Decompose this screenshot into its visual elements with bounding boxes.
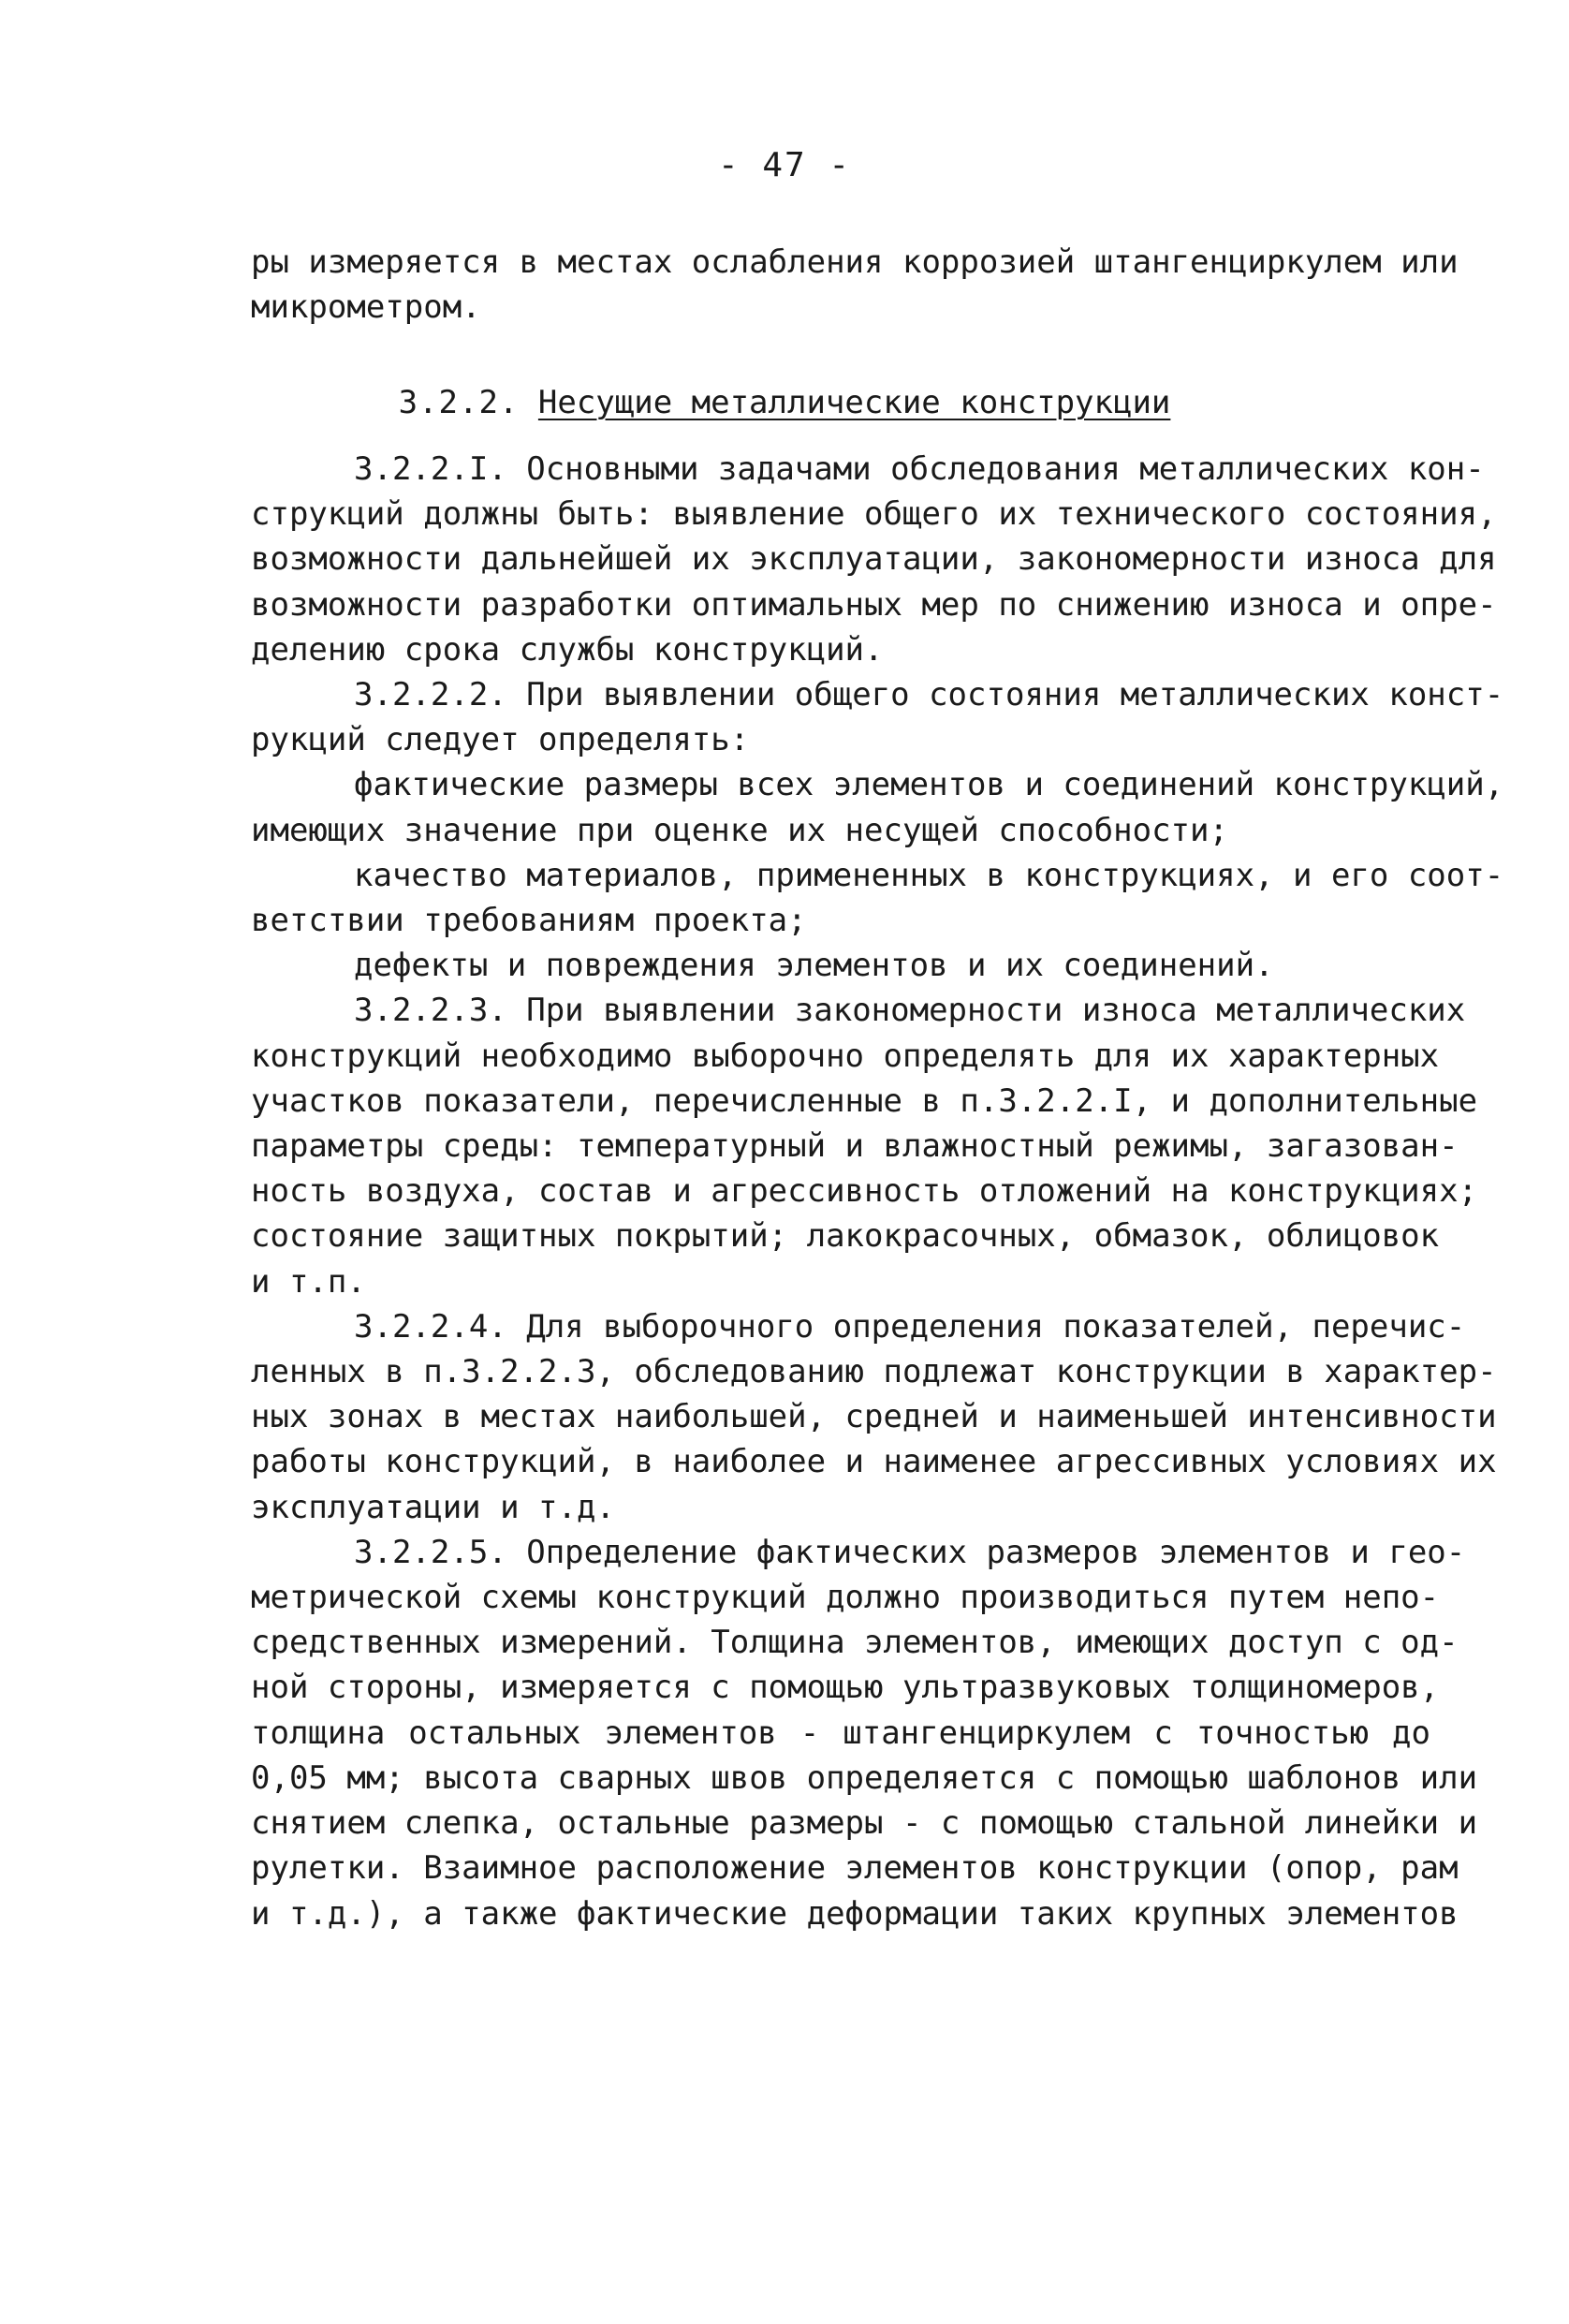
text-line: средственных измерений. Толщина элементов, имеющих доступ с од- [251, 1624, 1459, 1662]
text-line: и т.п. [251, 1262, 366, 1301]
text-line: микрометром. [251, 288, 481, 327]
text-line: струкций должны быть: выявление общего их технического состояния, [251, 495, 1497, 534]
text-line: возможности дальнейшей их эксплуатации, закономерности износа для [251, 540, 1497, 579]
page-number: - 47 - [717, 146, 852, 184]
text-line: эксплуатации и т.д. [251, 1488, 615, 1526]
text-line: 0,05 мм; высота сварных швов определяется с помощью шаблонов или [251, 1758, 1478, 1797]
text-line: ных зонах в местах наибольшей, средней и наименьшей интенсивности [251, 1398, 1497, 1436]
section-number: 3.2.2. [398, 384, 520, 421]
text-line: метрической схемы конструкций должно производиться путем непо- [251, 1579, 1440, 1617]
text-line: толщина остальных элементов - штангенциркулем с точностью до [251, 1714, 1430, 1752]
body-text [251, 447, 1504, 1936]
text-line: и т.д.), а также фактические деформации таких крупных элементов [251, 1894, 1459, 1933]
paragraph-start-line: 3.2.2.I. Основными задачами обследования металлических кон- [354, 450, 1485, 488]
text-line: конструкций необходимо выборочно определять для их характерных [251, 1037, 1440, 1075]
text-line: работы конструкций, в наиболее и наименее агрессивных условиях их [251, 1443, 1497, 1481]
paragraph-start-line: 3.2.2.5. Определение фактических размеров элементов и гео- [354, 1533, 1466, 1571]
text-line: ры измеряется в местах ослабления коррозией штангенциркулем или [251, 243, 1459, 281]
text-line: ленных в п.3.2.2.3, обследованию подлежат конструкции в характер- [251, 1353, 1497, 1391]
paragraph-start-line: дефекты и повреждения элементов и их соединений. [354, 947, 1274, 985]
text-line: возможности разработки оптимальных мер по снижению износа и опре- [251, 585, 1497, 624]
text-line: рулетки. Взаимное расположение элементов конструкции (опор, рам [251, 1849, 1459, 1888]
paragraph-start-line: 3.2.2.4. Для выборочного определения показателей, перечис- [354, 1307, 1466, 1346]
intro-paragraph [251, 240, 1459, 330]
text-line: состояние защитных покрытий; лакокрасочных, обмазок, облицовок [251, 1217, 1440, 1256]
paragraph-start-line: качество материалов, примененных в конструкциях, и его соот- [354, 856, 1504, 894]
section-heading [0, 380, 1569, 425]
text-line: рукций следует определять: [251, 721, 750, 759]
text-line: ность воздуха, состав и агрессивность отложений на конструкциях; [251, 1172, 1478, 1211]
text-line: участков показатели, перечисленные в п.3.2.2.I, и дополнительные [251, 1081, 1478, 1120]
text-line: имеющих значение при оценке их несущей способности; [251, 811, 1228, 849]
text-line: снятием слепка, остальные размеры - с помощью стальной линейки и [251, 1804, 1478, 1843]
paragraph-start-line: 3.2.2.3. При выявлении закономерности износа металлических [354, 992, 1466, 1030]
text-line: параметры среды: температурный и влажностный режимы, загазован- [251, 1127, 1459, 1166]
text-line: ветствии требованиям проекта; [251, 902, 807, 940]
paragraph-start-line: фактические размеры всех элементов и соединений конструкций, [354, 766, 1504, 804]
paragraph-start-line: 3.2.2.2. При выявлении общего состояния металлических конст- [354, 676, 1504, 714]
text-line: делению срока службы конструкций. [251, 630, 884, 669]
text-line: ной стороны, измеряется с помощью ультразвуковых толщиномеров, [251, 1669, 1440, 1707]
section-title: Несущие металлические конструкции [537, 384, 1171, 421]
